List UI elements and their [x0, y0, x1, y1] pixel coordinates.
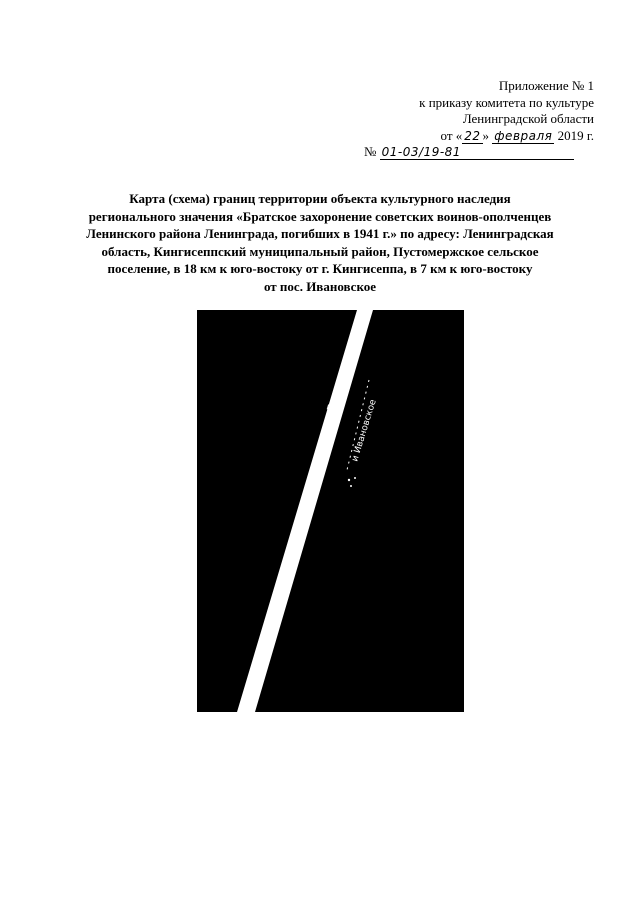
title-line-1: Карта (схема) границ территории объекта культурного наследия	[129, 191, 511, 206]
number-prefix: №	[364, 144, 377, 159]
road-label-1: дорога на Поречье	[311, 371, 348, 461]
title-line-3: Ленинского района Ленинграда, погибших в 1941 г.» по адресу: Ленинградская	[86, 226, 554, 242]
title-line-4: область, Кингисеппский муниципальный район, Пустомержское сельское	[101, 243, 539, 259]
appendix-order-reference: к приказу комитета по культуре	[419, 94, 594, 110]
object-marker	[354, 477, 356, 479]
appendix-block	[364, 78, 594, 161]
appendix-region: Ленинградской области	[462, 111, 594, 126]
map-canvas	[197, 310, 464, 712]
appendix-number	[364, 144, 594, 161]
object-marker	[350, 485, 352, 487]
appendix-title: Приложение № 1	[498, 78, 594, 93]
date-day: 22	[464, 128, 481, 143]
boundary-map	[197, 310, 464, 712]
title-line-5: поселение, в 18 км к юго-востоку от г. Кингисеппа, в 7 км к юго-востоку	[107, 261, 533, 277]
date-prefix: от «	[440, 127, 463, 143]
date-year: 2019 г.	[557, 127, 594, 143]
document-title	[55, 190, 585, 296]
number-value: 01-03/19-81	[380, 145, 574, 160]
title-line-2: регионального значения «Братское захоронение советских воинов-ополченцев	[88, 208, 552, 224]
date-month: февраля	[494, 128, 553, 143]
object-marker	[348, 479, 350, 481]
road	[237, 310, 373, 712]
appendix-date	[364, 128, 594, 145]
date-mid: »	[482, 127, 490, 143]
road-label-2: и Ивановское	[350, 398, 379, 463]
title-line-6: от пос. Ивановское	[263, 278, 377, 294]
